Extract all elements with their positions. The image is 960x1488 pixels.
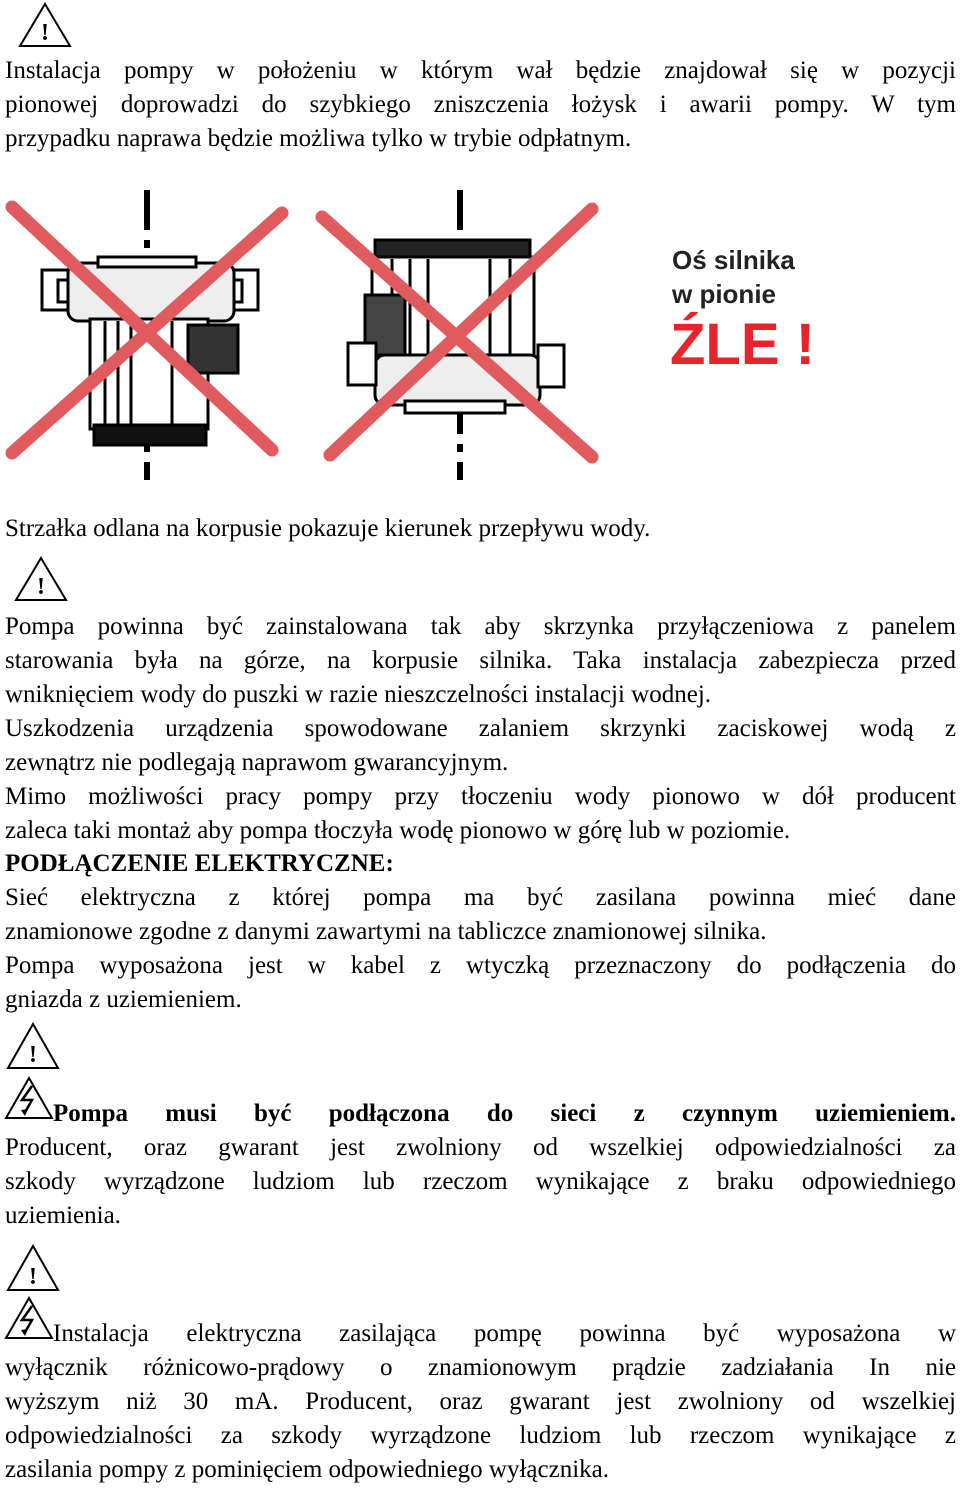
- text-line: Producent, oraz gwarant jest zwolniony od wszelkiej odpowiedzialności za: [5, 1134, 956, 1161]
- electric-hazard-icon: [4, 1076, 54, 1120]
- text-line: Instalacja elektryczna zasilająca pompę powinna być wyposażona w: [53, 1320, 956, 1347]
- electric-hazard-icon: [4, 1296, 54, 1340]
- warning-triangle-icon: [6, 1022, 60, 1070]
- wrong-verdict: ŹLE !: [670, 312, 815, 377]
- figure-caption: [672, 243, 795, 311]
- text-line: starowania była na górze, na korpusie silnika. Taka instalacja zabezpiecza przed: [5, 647, 956, 674]
- svg-text:!: !: [29, 1042, 37, 1068]
- text-line: odpowiedzialności za szkody wyrządzone ludziom lub rzeczom wynikające z: [5, 1422, 956, 1449]
- warning-triangle-icon: [6, 1244, 60, 1292]
- caption-line: w pionie: [672, 279, 776, 309]
- rcd-warning-first-line: [53, 1317, 956, 1351]
- warning-triangle-icon: [14, 556, 68, 602]
- warning-triangle-icon: [18, 2, 72, 48]
- text-line: gniazda z uziemieniem.: [5, 986, 242, 1013]
- text-line: zasilania pompy z pominięciem odpowiedniego wyłącznika.: [5, 1456, 609, 1483]
- text-line: Instalacja pompy w położeniu w którym wał będzie znajdował się w pozycji: [5, 57, 956, 84]
- text-line: uziemienia.: [5, 1202, 121, 1229]
- rcd-warning-paragraph: [5, 1351, 956, 1487]
- pump-orientation-figure: [0, 185, 640, 485]
- text-line: Strzałka odlana na korpusie pokazuje kierunek przepływu wody.: [5, 515, 651, 542]
- caption-line: Oś silnika: [672, 245, 795, 275]
- text-line: zaleca taki montaż aby pompa tłoczyła wodę pionowo w górę lub w poziomie.: [5, 817, 791, 844]
- text-line: wniknięciem wody do puszki w razie nieszczelności instalacji wodnej.: [5, 681, 712, 708]
- text-line: przypadku naprawa będzie możliwa tylko w trybie odpłatnym.: [5, 125, 632, 152]
- section-heading: PODŁĄCZENIE ELEKTRYCZNE:: [5, 850, 394, 877]
- text-line: zewnątrz nie podlegają naprawom gwarancyjnym.: [5, 749, 509, 776]
- svg-text:!: !: [29, 1264, 37, 1290]
- text-line: wyższym niż 30 mA. Producent, oraz gwarant jest zwolniony od wszelkiej: [5, 1388, 956, 1415]
- grounding-warning-paragraph: [5, 1131, 956, 1233]
- text-line: Pompa wyposażona jest w kabel z wtyczką przeznaczony do podłączenia do: [5, 952, 956, 979]
- flow-note: [5, 512, 956, 546]
- svg-text:!: !: [41, 20, 49, 46]
- warning-paragraph-1: [5, 54, 956, 156]
- text-line: Uszkodzenia urządzenia spowodowane zalaniem skrzynki zaciskowej wodą z: [5, 715, 956, 742]
- grounding-warning-bold: [53, 1097, 956, 1131]
- text-line: szkody wyrządzone ludziom lub rzeczom wynikające z braku odpowiedniego: [5, 1168, 956, 1195]
- text-line: Pompa powinna być zainstalowana tak aby skrzynka przyłączeniowa z panelem: [5, 613, 956, 640]
- text-line: Pompa musi być podłączona do sieci z czynnym uziemieniem.: [53, 1100, 956, 1127]
- installation-paragraph: [5, 610, 956, 848]
- text-line: Sieć elektryczna z której pompa ma być zasilana powinna mieć dane: [5, 884, 956, 911]
- text-line: Mimo możliwości pracy pompy przy tłoczeniu wody pionowo w dół producent: [5, 783, 956, 810]
- svg-text:!: !: [37, 574, 45, 600]
- text-line: wyłącznik różnicowo-prądowy o znamionowym prądzie zadziałania In nie: [5, 1354, 956, 1381]
- electrical-paragraph: [5, 881, 956, 1017]
- text-line: pionowej doprowadzi do szybkiego zniszczenia łożysk i awarii pompy. W tym: [5, 91, 956, 118]
- text-line: znamionowe zgodne z danymi zawartymi na tabliczce znamionowej silnika.: [5, 918, 767, 945]
